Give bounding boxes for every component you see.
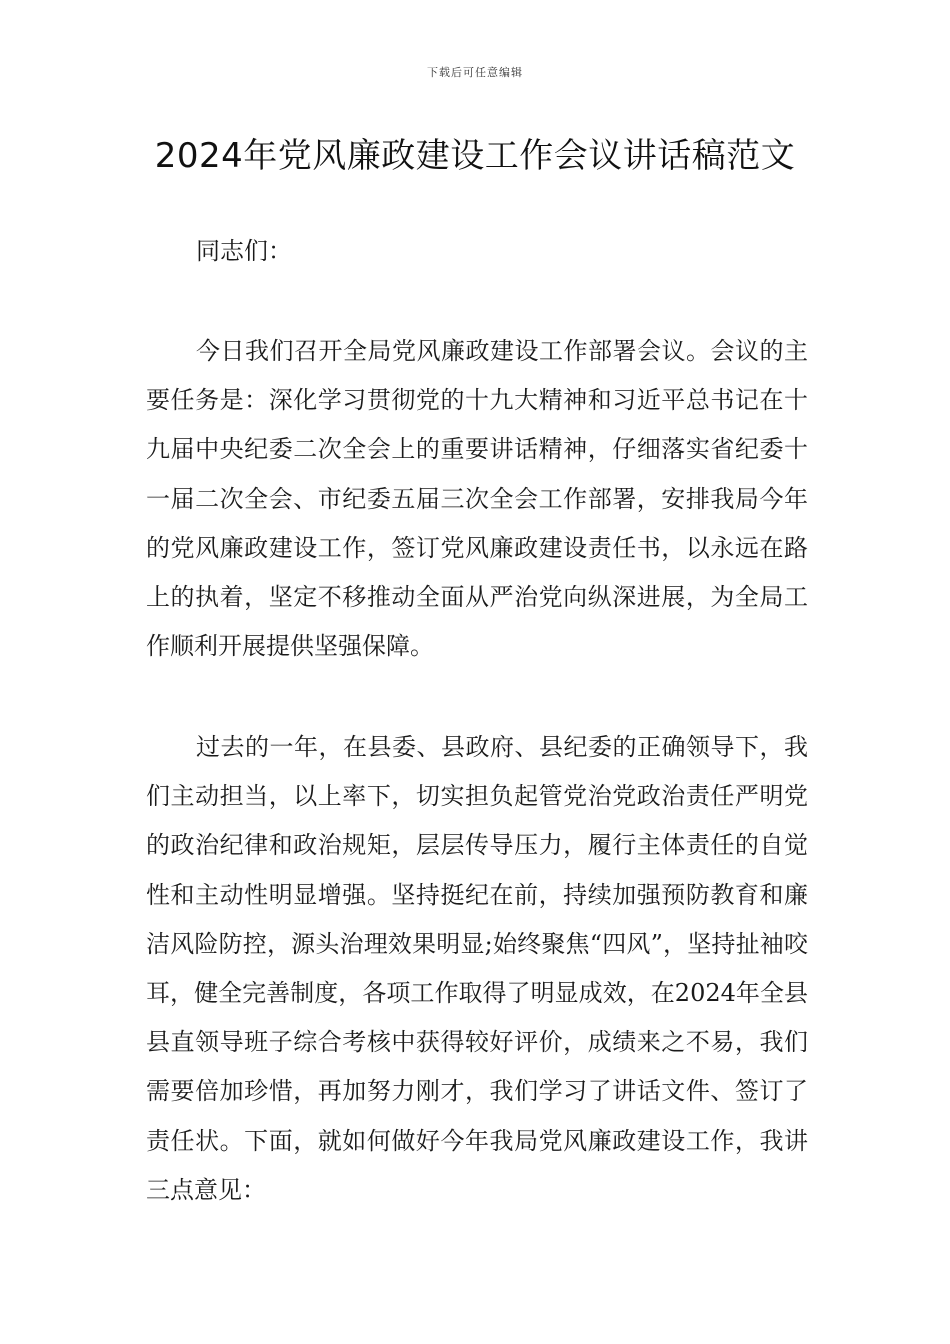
salutation: 同志们： — [196, 237, 292, 265]
document-title: 2024年党风廉政建设工作会议讲话稿范文 — [154, 136, 796, 176]
header-note: 下载后可任意编辑 — [427, 66, 523, 79]
paragraph: 今日我们召开全局党风廉政建设工作部署会议。会议的主要任务是：深化学习贯彻党的十九大精神和习近平总书记在十九届中央纪委二次全会上的重要讲话精神，仔细落实省纪委十一届二次全会、市纪委五届三次全会工作部署，安排我局今年的党风廉政建设工作，签订党风廉政建设责任书，以永远在路上的执着，坚定不移推动全面从严治党向纵深进展，为全局工作顺利开展提供坚强保障。 — [146, 337, 808, 661]
paragraph: 过去的一年，在县委、县政府、县纪委的正确领导下，我们主动担当，以上率下，切实担负起管党治党政治责任严明党的政治纪律和政治规矩，层层传导压力，履行主体责任的自觉性和主动性明显增强。坚持挺纪在前，持续加强预防教育和廉洁风险防控，源头治理效果明显;始终聚焦“四风”，坚持扯袖咬耳，健全完善制度，各项工作取得了明显成效，在2024年全县县直领导班子综合考核中获得较好评价，成绩来之不易，我们需要倍加珍惜，再加努力刚才，我们学习了讲话文件、签订了责任状。下面，就如何做好今年我局党风廉政建设工作，我讲三点意见： — [146, 733, 808, 1204]
